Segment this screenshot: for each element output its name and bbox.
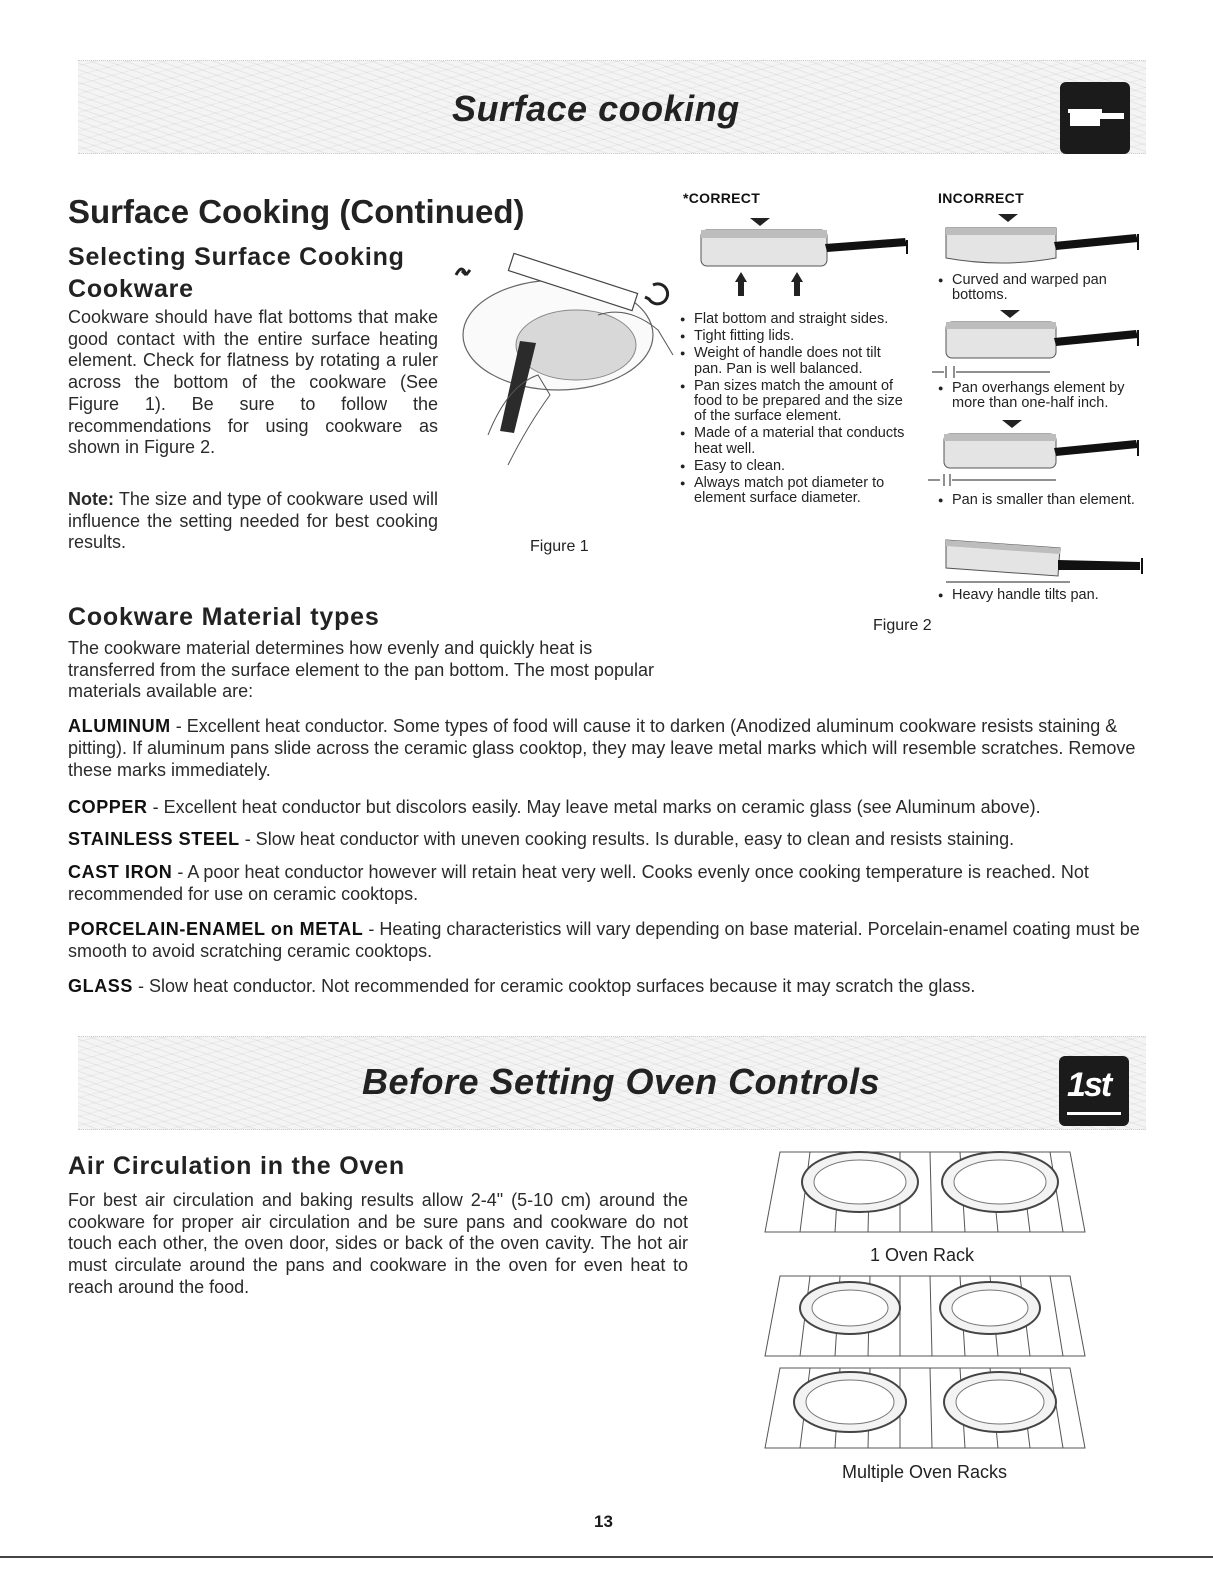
material-name: STAINLESS STEEL [68,829,240,849]
incorrect-item-2 [938,381,1148,413]
page-number: 13 [594,1512,613,1531]
multiple-racks-illustration [760,1272,1090,1452]
figure2-caption: Figure 2 [873,617,932,634]
multiple-racks-caption: Multiple Oven Racks [842,1462,1008,1482]
materials-heading: Cookware Material types [68,603,380,631]
figure1-illustration [448,245,678,470]
first-step-text: 1st [1067,1066,1111,1104]
correct-heading: *CORRECT [683,190,761,206]
figure1-caption: Figure 1 [530,538,589,555]
small-pan-illustration [926,418,1150,488]
tilted-pan-illustration [940,532,1150,586]
air-body: For best air circulation and baking results allow 2-4" (5-10 cm) around the cookware for proper air circulation and be sure pans and cookware do not touch each other, the oven door, sides or back of the oven cavity. The hot air must circulate around the pans and cookware in the oven for even heat to reach around the food. [68,1190,688,1297]
correct-item: ● Flat bottom and straight sides. [680,312,908,327]
material-desc: - A poor heat conductor however will retain heat very well. Cooks evenly once cooking temperature is reached. Not recommended for use on ceramic cooktops. [68,862,1089,904]
incorrect-item: ● Pan is smaller than element. [938,493,1148,508]
incorrect-item-1 [938,273,1148,305]
correct-item: ● Made of a material that conducts heat well. [680,426,908,456]
page-bottom-rule [0,1556,1213,1558]
material-desc: - Heating characteristics will vary depending on base material. Porcelain-enamel coating must be smooth to avoid scratching ceramic cooktops. [68,919,1140,961]
correct-item: ● Always match pot diameter to element surface diameter. [680,476,908,506]
air-heading: Air Circulation in the Oven [68,1152,405,1180]
material-porcelain-enamel [68,918,1148,962]
page-title: Surface Cooking (Continued) [68,193,525,230]
material-desc: - Excellent heat conductor. Some types of food will cause it to darken (Anodized aluminum cookware resists staining & pitting). If aluminum pans slide across the ceramic glass cooktop, they may leave metal marks which will resemble scratches. Remove these marks immediately. [68,716,1136,780]
first-step-icon [1059,1056,1129,1126]
material-name: ALUMINUM [68,716,171,736]
incorrect-item-4 [938,588,1148,605]
material-desc: - Slow heat conductor. Not recommended for ceramic cooktop surfaces because it may scratch the glass. [133,976,976,996]
saucepan-icon [1060,82,1130,154]
incorrect-item: ● Heavy handle tilts pan. [938,588,1148,603]
material-aluminum [68,715,1148,781]
overhang-pan-illustration [930,308,1150,380]
materials-intro: The cookware material determines how evenly and quickly heat is transferred from the surface element to the pan bottom. The most popular materials available are: [68,638,654,702]
note-label: Note: [68,489,114,509]
oven-controls-title: Before Setting Oven Controls [362,1061,881,1102]
incorrect-item-3 [938,493,1148,510]
header-title: Surface cooking [452,88,740,129]
material-desc: - Excellent heat conductor but discolors easily. May leave metal marks on ceramic glass (see Aluminum above). [147,797,1041,817]
correct-item: ● Easy to clean. [680,459,908,474]
correct-item: ● Tight fitting lids. [680,329,908,344]
correct-item: ● Weight of handle does not tilt pan. Pan is well balanced. [680,346,908,376]
material-glass [68,975,1148,997]
correct-list [680,312,908,508]
material-name: PORCELAIN-ENAMEL on METAL [68,919,364,939]
material-desc: - Slow heat conductor with uneven cooking results. Is durable, easy to clean and resists staining. [239,829,1015,849]
correct-item: ● Pan sizes match the amount of food to be prepared and the size of the surface element. [680,379,908,425]
single-rack-caption: 1 Oven Rack [870,1245,975,1265]
material-stainless-steel [68,828,1148,850]
material-copper [68,796,1148,818]
warped-pan-illustration [940,212,1150,270]
note-text: The size and type of cookware used will influence the setting needed for best cooking results. [68,489,438,553]
incorrect-item: ● Pan overhangs element by more than one-half inch. [938,381,1148,411]
material-name: CAST IRON [68,862,173,882]
material-cast-iron [68,861,1148,905]
selecting-body: Cookware should have flat bottoms that make good contact with the entire surface heating element. Check for flatness by rotating a ruler across the bottom of the cookware (See Figure 1). Be sure to follow the recommendations for using cookware as shown in Figure 2. [68,307,438,458]
single-rack-illustration [760,1142,1090,1242]
correct-pan-illustration [695,210,920,300]
selecting-note [68,489,438,554]
material-name: GLASS [68,976,134,996]
material-name: COPPER [68,797,148,817]
selecting-heading-line1: Selecting Surface Cooking [68,243,405,271]
incorrect-heading: INCORRECT [938,190,1024,206]
selecting-heading-line2: Cookware [68,275,194,303]
incorrect-item: ● Curved and warped pan bottoms. [938,273,1148,303]
